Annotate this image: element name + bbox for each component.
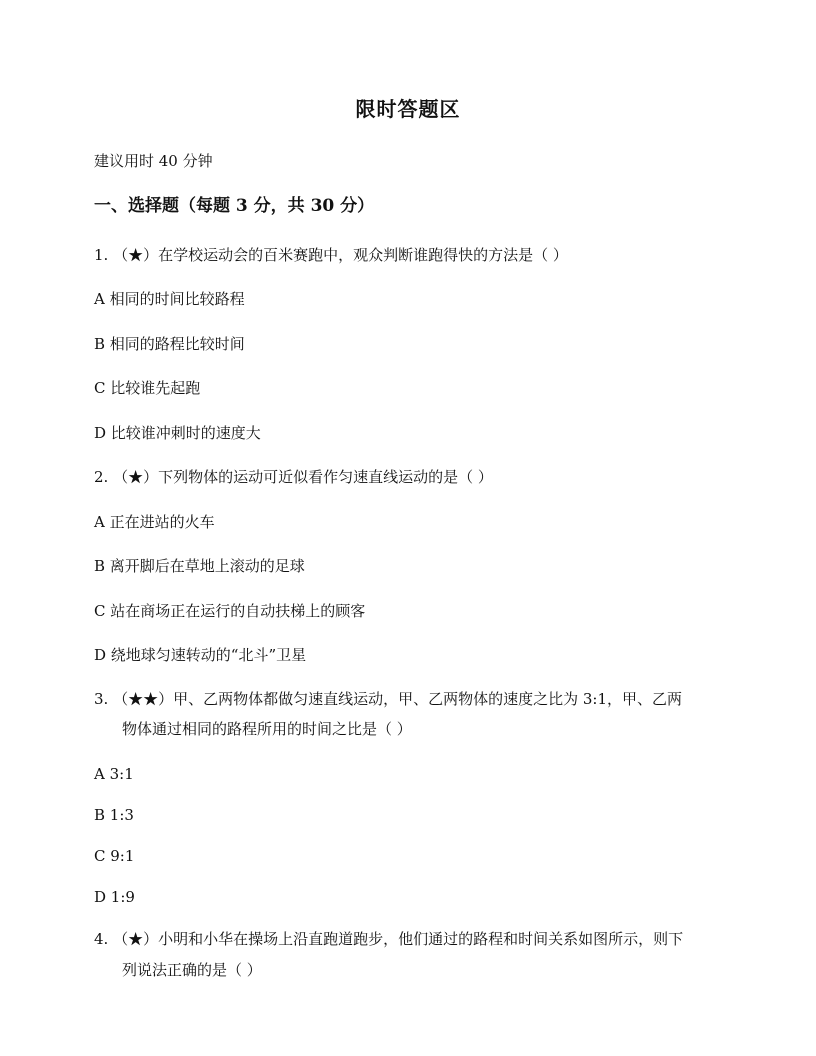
- question-1-option-a: A 相同的时间比较路程: [94, 290, 245, 308]
- question-2-stem: 2. （★）下列物体的运动可近似看作匀速直线运动的是（ ）: [94, 468, 493, 486]
- question-3-stem-line-1: 3. （★★）甲、乙两物体都做匀速直线运动，甲、乙两物体的速度之比为 3:1，甲、乙两: [94, 690, 682, 708]
- question-3-option-a: A 3:1: [94, 765, 134, 783]
- question-3-option-d: D 1:9: [94, 888, 135, 906]
- question-1-option-d: D 比较谁冲刺时的速度大: [94, 424, 261, 442]
- question-3-option-b: B 1:3: [94, 806, 134, 824]
- question-4-stem-line-1: 4. （★）小明和小华在操场上沿直跑道跑步，他们通过的路程和时间关系如图所示，则下: [94, 930, 684, 948]
- question-4-stem-line-2: 列说法正确的是（ ）: [122, 961, 262, 979]
- question-2-option-d: D 绕地球匀速转动的“北斗”卫星: [94, 646, 307, 664]
- question-2-option-a: A 正在进站的火车: [94, 513, 215, 531]
- section-heading: 一、选择题（每题 3 分，共 30 分）: [94, 196, 375, 216]
- question-2-option-c: C 站在商场正在运行的自动扶梯上的顾客: [94, 602, 366, 620]
- page-title: 限时答题区: [355, 97, 461, 121]
- question-2-option-b: B 离开脚后在草地上滚动的足球: [94, 557, 305, 575]
- question-1-option-c: C 比较谁先起跑: [94, 379, 201, 397]
- suggested-time: 建议用时 40 分钟: [94, 152, 213, 170]
- question-3-option-c: C 9:1: [94, 847, 135, 865]
- question-1-stem: 1. （★）在学校运动会的百米赛跑中，观众判断谁跑得快的方法是（ ）: [94, 246, 568, 264]
- question-1-option-b: B 相同的路程比较时间: [94, 335, 245, 353]
- question-3-stem-line-2: 物体通过相同的路程所用的时间之比是（ ）: [122, 720, 412, 738]
